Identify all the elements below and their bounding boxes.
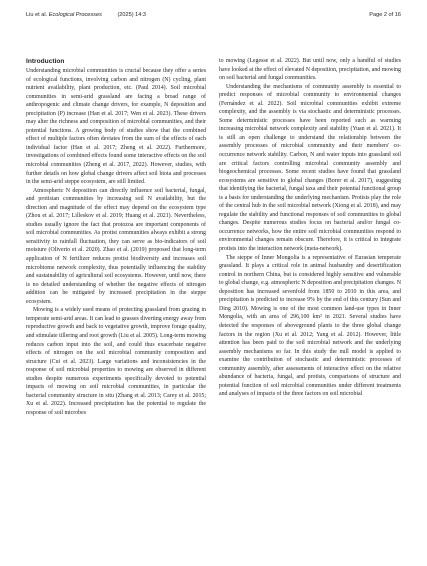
running-head: [26, 12, 146, 18]
page-header: [26, 12, 401, 22]
running-head-journal: Ecological Processes: [48, 12, 102, 18]
paragraph: Understanding the mechanisms of community assembly is essential to predict responses of microbial community to environmental changes (Fernández et al. 2022). Soil microbial communities exhibit extreme complexity, and the assembly is via stochastic and deterministic processes. Some deterministic processes have been reported such as warming increasing microbial network complexity and stability (Yuan et al. 2021). It is still an open challenge to understand the relationship between the assembly processes of microbial community and their members' co-occurrence network stability. Carbon, N and water inputs into grassland soil are critical factors controlling microbial community assembly and biogeochemical processes. Some recent studies have found that grassland ecosystems are sensitive to global changes (Borer et al. 2017), suggesting that identifying the bacterial, fungal taxa and their potential functional group is a basis for understanding the underlying mechanism. Protists play the role of the central hub in the soil microbial network (Xiong et al. 2018), and may regulate the stability and functional responses of soil communities to global changes. Despite numerous studies focus on bacterial and/or fungal co-occurrence networks, how the entire soil microbial communities respond to environmental changes remain obscure. Therefore, it is critical to integrate protists into the interaction network (meta-network).: [219, 83, 401, 253]
page-number: Page 2 of 16: [369, 12, 401, 18]
paragraph: Atmospheric N deposition can directly influence soil bacterial, fungal, and protistan communities by increasing soil N availability, but the direction and magnitude of the effect may depend on the ecosystem type (Zhou et al. 2017; Lilleskov et al. 2019; Huang et al. 2021). Nevertheless, studies usually ignore the fact that protozoa are important components of soil microbial communities. As protist communities always exhibit a strong sensitivity to rainfall fluctuation, they can serve as bio-indicators of soil moisture (Oliverio et al. 2020). Zhao et al. (2019) proposed that long-term application of N fertilizer reduces protist biodiversity and increases soil microbiome network complexity, thus potentially influencing the stability and sustainability of agricultural soil ecosystems. However, until now, there is no detailed understanding of whether the negative effects of nitrogen addition can be mitigated by increased precipitation in the steppe ecosystem.: [26, 187, 206, 305]
paragraph: The steppe of Inner Mongolia is a representative of Eurasian temperate grassland. It plays a critical role in animal husbandry and desertification control in northern China, but is considered highly sensitive and vulnerable to global change, e.g. atmospheric N deposition and precipitation changes. N deposition has increased sevenfold from 1850 to 2010 in this area, and precipitation is predicted to increase 9% by the end of this century (Sun and Ding 2010). Mowing is one of the most common land-use types in Inner Mongolia, with an area of 296,100 km² in 2021. Several studies have detected the responses of aboveground plants to the three global change factors in the region (Xu et al. 2012; Yang et al. 2012). However, little attention has been paid to the soil microbial network and the underlying assembly mechanisms so far. In this study the null model is applied to examine the contribution of stochastic and deterministic processes of community assembly, after assessments of interactive effect on the relative abundance of bacteria, fungal, and protists, comparisons of structure and potential function of soil microbial communities under different treatments and analyses of impacts of the three factors on soil microbial: [219, 254, 401, 398]
running-head-volume: (2025) 14:3: [117, 12, 147, 18]
paragraph: Understanding microbial communities is crucial because they offer a series of ecological functions, involving carbon and nitrogen (N) cycling, plant nutrient availability, plant production, etc. (Paul 2014). Soil microbial communities in semi-arid grassland are facing a broad range of anthropogenic and climate change drivers, for example, N deposition and precipitation (P) increase (Han et al. 2017; Wen et al. 2023). These drivers may alter the richness and composition of microbial communities, and their potential functions. A growing body of studies show that the combined effect of multiple factors often deviates from the sum of the effects of each individual factor (Han et al. 2017; Zheng et al. 2022). Furthermore, investigations of combined effects found some interactive effects on the soil microbial communities (Zheng et al. 2017, 2022). However, studies, with further details on how global change drivers affect soil biota and processes in the semi-arid steppe ecosystem, are still limited.: [26, 68, 206, 186]
left-column: [26, 57, 206, 417]
paragraph: to mowing (Legesse et al. 2022). But until now, only a handful of studies have looked at the effect of elevated N deposition, precipitation, and mowing on soil bacterial and fungal communities.: [219, 58, 401, 82]
section-heading-introduction: Introduction: [26, 58, 65, 65]
paragraph: Mowing is a widely used means of protecting grassland from grazing in temperate semi-arid areas. It can lead to grasses diverting energy away from reproductive growth and back to vegetative growth, improve forage quality, and stimulate tillering and root growth (Liu et al. 2005). Long-term mowing reduces carbon input into the soil, and could thus exacerbate negative effects of nitrogen on the soil microbial community composition and structure (Cui et al. 2023). Large variations and inconsistencies in the response of soil microbial properties to mowing are observed in different studies despite numerous experiments specifically devoted to potential impacts of mowing on soil microbial communities, in particular the bacterial community structure in situ (Zhang et al. 2013; Carey et al. 2015; Xu et al. 2022). Increased precipitation has the potential to regulate the response of soil microbes: [26, 307, 206, 416]
running-head-authors: Liu et al.: [26, 12, 48, 18]
right-column: [219, 57, 401, 399]
